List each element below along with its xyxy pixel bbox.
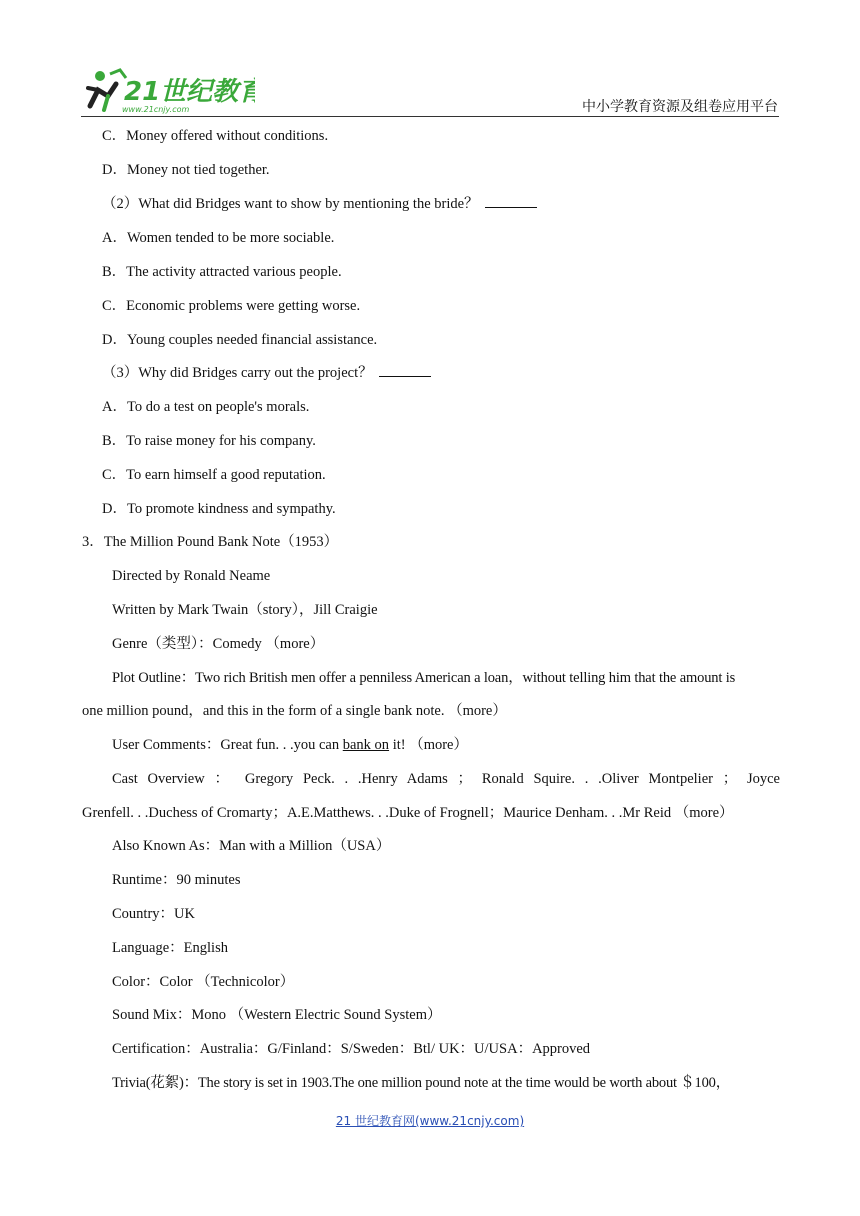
- q2-option-d: D．Young couples needed financial assistance.: [102, 332, 378, 348]
- q3-option-c: C．To earn himself a good reputation.: [102, 467, 326, 483]
- directed-by: Directed by Ronald Neame: [112, 568, 271, 584]
- language: Language：English: [112, 940, 228, 956]
- cast-overview-line-1: Cast Overview ： Gregory Peck. . .Henry Adams ； Ronald Squire. . .Oliver Montpelier ； Joyce: [112, 771, 780, 787]
- user-comments-pre: User Comments：Great fun. . .you can: [112, 737, 343, 753]
- underlined-phrase: bank on: [342, 737, 390, 753]
- question-2: [102, 195, 537, 213]
- cast-overview-line-2: Grenfell. . .Duchess of Cromarty；A.E.Matthews. . .Duke of Frognell；Maurice Denham. . .Mr Reid （more）: [82, 805, 734, 821]
- country: Country：UK: [112, 906, 195, 922]
- q3-option-d: D．To promote kindness and sympathy.: [102, 501, 336, 517]
- trivia: Trivia(花絮)：The story is set in 1903.The one million pound note at the time would be worth about ＄100，: [112, 1075, 730, 1091]
- answer-blank: [485, 195, 537, 208]
- runtime: Runtime：90 minutes: [112, 872, 241, 888]
- q3-option-b: B．To raise money for his company.: [102, 433, 316, 449]
- platform-title: 中小学教育资源及组卷应用平台: [582, 99, 778, 115]
- header-divider: [81, 116, 779, 117]
- passage-3-title: 3．The Million Pound Bank Note（1953）: [82, 534, 339, 550]
- user-comments-post: it! （more）: [389, 737, 468, 753]
- site-logo: [80, 66, 255, 116]
- q3-option-a: A．To do a test on people's morals.: [102, 399, 310, 415]
- also-known-as: Also Known As：Man with a Million（USA）: [112, 838, 391, 854]
- q2-option-a: A．Women tended to be more sociable.: [102, 230, 335, 246]
- plot-outline-line-1: Plot Outline：Two rich British men offer a penniless American a loan，without telling him that the amount is: [112, 670, 736, 686]
- question-2-text: （2）What did Bridges want to show by mentioning the bride？: [102, 196, 479, 212]
- answer-blank: [379, 364, 431, 377]
- plot-outline-line-2: one million pound，and this in the form of a single bank note. （more）: [82, 703, 507, 719]
- q1-option-d: D．Money not tied together.: [102, 162, 270, 178]
- q2-option-b: B．The activity attracted various people.: [102, 264, 342, 280]
- q2-option-c: C．Economic problems were getting worse.: [102, 298, 361, 314]
- logo-url: www.21cnjy.com: [122, 105, 190, 114]
- footer-link[interactable]: 21 世纪教育网(www.21cnjy.com): [335, 1114, 525, 1128]
- question-3: [102, 364, 431, 382]
- color: Color：Color （Technicolor）: [112, 974, 295, 990]
- genre: Genre（类型）：Comedy （more）: [112, 636, 325, 652]
- sound-mix: Sound Mix：Mono （Western Electric Sound System）: [112, 1007, 442, 1023]
- certification: Certification：Australia：G/Finland：S/Sweden：Btl/ UK：U/USA：Approved: [112, 1041, 591, 1057]
- q1-option-c: C．Money offered without conditions.: [102, 128, 329, 144]
- written-by: Written by Mark Twain（story），Jill Craigie: [112, 602, 378, 618]
- question-3-text: （3）Why did Bridges carry out the project？: [102, 365, 373, 381]
- user-comments: [112, 736, 468, 754]
- logo-text: 21世纪教育: [124, 77, 255, 107]
